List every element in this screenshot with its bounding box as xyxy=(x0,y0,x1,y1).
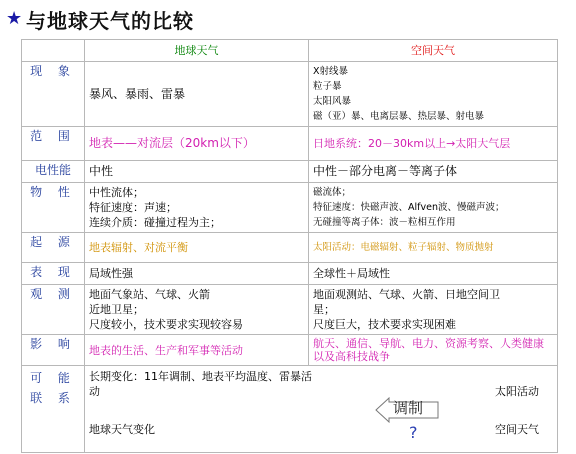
row-label-observe: 观 测 xyxy=(22,285,85,335)
earth-physics xyxy=(85,183,309,233)
comparison-table xyxy=(21,39,558,453)
earth-observe-item: 近地卫星； xyxy=(89,303,144,316)
earth-physics-item: 中性流体； xyxy=(89,186,144,199)
question-mark: ? xyxy=(409,423,418,442)
link-cell xyxy=(85,366,558,453)
table-row xyxy=(22,233,558,263)
row-label-manifest: 表 现 xyxy=(22,263,85,285)
star-bullet-icon: ★ xyxy=(6,8,23,29)
earth-observe xyxy=(85,285,309,335)
table-row xyxy=(22,62,558,127)
space-phenomena-item: 粒子暴 xyxy=(313,81,342,92)
row-label-conductivity: 电性能 xyxy=(22,161,85,183)
earth-source: 地表辐射、对流平衡 xyxy=(85,233,309,263)
earth-impact: 地表的生活、生产和军事等活动 xyxy=(85,335,309,366)
earth-phenomena: 暴风、暴雨、雷暴 xyxy=(85,62,309,127)
corner-cell xyxy=(22,40,85,62)
space-scope: 日地系统：20－30km以上→太阳大气层 xyxy=(309,127,558,161)
modulate-label: 调制 xyxy=(393,399,424,417)
space-conductivity: 中性－部分电离－等离子体 xyxy=(309,161,558,183)
space-physics-item: 特征速度：快磁声波、Alfven波、慢磁声波； xyxy=(313,202,505,213)
row-label-scope: 范 围 xyxy=(22,127,85,161)
space-phenomena-item: 磁（亚）暴、电离层暴、热层暴、射电暴 xyxy=(313,111,485,122)
space-observe-item: 星； xyxy=(313,303,335,316)
earth-physics-item: 特征速度：声速； xyxy=(89,201,177,214)
earth-conductivity: 中性 xyxy=(85,161,309,183)
earth-scope: 地表——对流层（20km以下） xyxy=(85,127,309,161)
slide-title-text: 与地球天气的比较 xyxy=(26,8,194,33)
table-row xyxy=(22,263,558,285)
earth-manifest: 局域性强 xyxy=(85,263,309,285)
space-physics xyxy=(309,183,558,233)
space-impact: 航天、通信、导航、电力、资源考察、人类健康以及高科技战争 xyxy=(309,335,558,366)
space-phenomena xyxy=(309,62,558,127)
header-row xyxy=(22,40,558,62)
row-label-link-bottom: 联 系 xyxy=(30,391,76,405)
space-observe-item: 地面观测站、气球、火箭、日地空间卫 xyxy=(313,288,500,301)
space-observe xyxy=(309,285,558,335)
space-manifest: 全球性＋局域性 xyxy=(309,263,558,285)
space-phenomena-item: 太阳风暴 xyxy=(313,96,352,107)
row-label-source: 起 源 xyxy=(22,233,85,263)
earth-observe-item: 尺度较小，技术要求实现较容易 xyxy=(89,318,243,331)
link-earth-top: 长期变化：11年调制、地表平均温度、雷暴活动 xyxy=(89,370,312,398)
table-row xyxy=(22,285,558,335)
earth-physics-item: 连续介质：碰撞过程为主； xyxy=(89,216,221,229)
space-phenomena-item: X射线暴 xyxy=(313,66,349,77)
link-row xyxy=(22,366,558,453)
table-row xyxy=(22,183,558,233)
link-earth-bottom: 地球天气变化 xyxy=(89,423,155,436)
row-label-link-top: 可 能 xyxy=(30,371,76,385)
space-observe-item: 尺度巨大，技术要求实现困难 xyxy=(313,318,456,331)
row-label-link xyxy=(22,366,85,453)
link-space-bottom: 空间天气 xyxy=(495,423,539,436)
space-physics-item: 磁流体； xyxy=(313,187,352,198)
space-weather-header: 空间天气 xyxy=(309,40,558,62)
space-source: 太阳活动：电磁辐射、粒子辐射、物质抛射 xyxy=(309,233,558,263)
space-physics-item: 无碰撞等离子体：波－粒相互作用 xyxy=(313,217,456,228)
table-row xyxy=(22,161,558,183)
earth-weather-header: 地球天气 xyxy=(85,40,309,62)
table-row xyxy=(22,335,558,366)
slide-title xyxy=(6,6,194,32)
link-space-top: 太阳活动 xyxy=(495,385,539,398)
earth-observe-item: 地面气象站、气球、火箭 xyxy=(89,288,210,301)
row-label-physics: 物 性 xyxy=(22,183,85,233)
row-label-impact: 影 响 xyxy=(22,335,85,366)
table-row xyxy=(22,127,558,161)
row-label-phenomena: 现 象 xyxy=(22,62,85,127)
